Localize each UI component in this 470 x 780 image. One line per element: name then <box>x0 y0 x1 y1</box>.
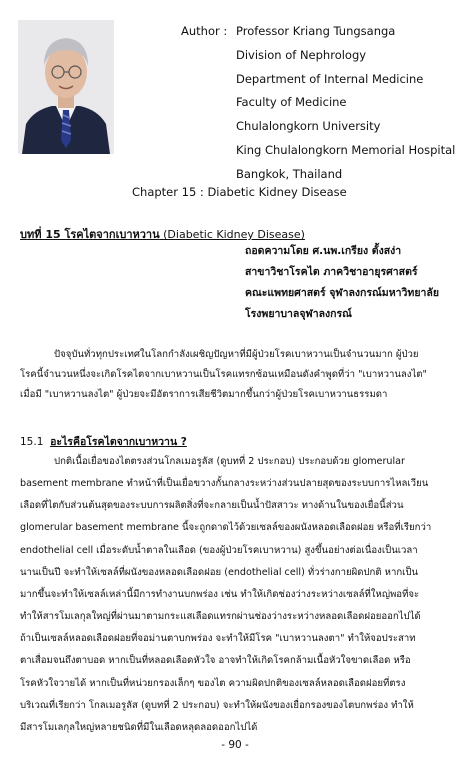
paragraph-line: glomerular basement membrane นี้จะถูกดาดไว้ด้วยเซลล์ของผนังหลอดเลือดฝอย หรือที่เรียกว่า <box>20 522 432 534</box>
paragraph-line: ปกติเนื้อเยื่อของไตตรงส่วนโกลเมอรูลัส (ดูบทที่ 2 ประกอบ) ประกอบด้วย glomerular <box>54 456 405 467</box>
intro-paragraph <box>20 345 448 405</box>
translator-line: คณะแพทยศาสตร์ จุฬาลงกรณ์มหาวิทยาลัย <box>245 287 439 299</box>
section-number: 15.1 <box>20 436 44 448</box>
paragraph-line: มากขึ้นจะทำให้เซลล์เหล่านี้มีการทำงานบกพร่อง เช่น ทำให้เกิดช่องว่างระหว่างเซลล์ที่ใหญ่พอที่จะ <box>20 588 420 600</box>
author-city: Bangkok, Thailand <box>236 166 343 181</box>
author-department: Department of Internal Medicine <box>236 71 424 86</box>
paragraph-line: ถ้าเป็นเซลล์หลอดเลือดฝอยที่จอม่านตาบกพร่อง จะทำให้มีโรค "เบาหวานลงตา" ทำให้จอประสาท <box>20 633 416 645</box>
author-university: Chulalongkorn University <box>236 119 381 134</box>
chapter-title: Chapter 15 : Diabetic Kidney Disease <box>132 185 347 199</box>
section-heading <box>20 433 187 450</box>
author-portrait-image <box>18 20 114 154</box>
paragraph-line: เลือดที่ไตกับส่วนต้นสุดของระบบการผลิตสิ่งที่จะกลายเป็นน้ำปัสสาวะ ทางด้านในของเยื่อนี้ส่วน <box>20 500 404 512</box>
page-number: - 90 - <box>221 739 249 751</box>
paragraph-line: เมื่อมี "เบาหวานลงไต" ผู้ป่วยจะมีอัตราการเสียชีวิตมากขึ้นกว่าผู้ป่วยโรคเบาหวานธรรมดา <box>20 389 388 400</box>
author-details <box>236 24 455 191</box>
translator-line: สาขาวิชาโรคไต ภาควิชาอายุรศาสตร์ <box>245 266 418 278</box>
paragraph-line: ตาเสื่อมจนถึงตาบอด หากเป็นที่หลอดเลือดหัวใจ อาจทำให้เกิดโรคกล้ามเนื้อหัวใจขาดเลือด หรือ <box>20 655 411 667</box>
translator-line: โรงพยาบาลจุฬาลงกรณ์ <box>245 308 352 320</box>
body-paragraph <box>20 451 450 739</box>
author-division: Division of Nephrology <box>236 47 367 62</box>
chapter-topic <box>20 225 305 243</box>
author-name: Professor Kriang Tungsanga <box>236 24 396 38</box>
chapter-topic-thai: บทที่ 15 โรคไตจากเบาหวาน <box>20 228 160 241</box>
paragraph-line: endothelial cell เมื่อระดับน้ำตาลในเลือด (ของผู้ป่วยโรคเบาหวาน) สูงขึ้นอย่างต่อเนื่องเป็นเวลา <box>20 544 418 556</box>
paragraph-line: มีสารโมเลกุลใหญ่หลายชนิดที่มีในเลือดหลุดลอดออกไปได้ <box>20 721 258 733</box>
paragraph-line: โรคนี้จำนวนหนึ่งจะเกิดโรคไตจากเบาหวานเป็นโรคแทรกซ้อนเหมือนดังคำพูดที่ว่า "เบาหวานลงไต" <box>20 369 427 380</box>
chapter-topic-english: (Diabetic Kidney Disease) <box>159 228 305 241</box>
section-title: อะไรคือโรคไตจากเบาหวาน ? <box>50 436 187 448</box>
paragraph-line: บริเวณที่เรียกว่า โกลเมอรูลัส (ดูบทที่ 2 ประกอบ) จะทำให้ผนังของเยื่อกรองของไตบกพร่อง ทำให้ <box>20 699 414 711</box>
author-label: Author : <box>181 24 228 38</box>
translator-line: ถอดความโดย ศ.นพ.เกรียง ตั้งสง่า <box>245 245 402 257</box>
paragraph-line: นานเป็นปี จะทำให้เซลล์ที่ผนังของหลอดเลือดฝอย (endothelial cell) ทั่วร่างกายผิดปกติ หากเป็น <box>20 566 419 578</box>
paragraph-line: ทำให้สารโมเลกุลใหญ่ที่ผ่านมาตามกระแสเลือดแทรกผ่านช่องว่างระหว่างหลอดเลือดฝอยออกไปได้ <box>20 611 421 623</box>
author-photo <box>18 20 114 154</box>
author-faculty: Faculty of Medicine <box>236 95 347 110</box>
translator-block <box>245 242 439 326</box>
paragraph-line: basement membrane ทำหน้าที่เป็นเยื่อขวางกั้นกลางระหว่างส่วนปลายสุดของระบบการไหลเวียน <box>20 478 429 490</box>
author-hospital: King Chulalongkorn Memorial Hospital <box>236 142 456 157</box>
paragraph-line: ปัจจุบันทั่วทุกประเทศในโลกกำลังเผชิญปัญหาที่มีผู้ป่วยโรคเบาหวานเป็นจำนวนมาก ผู้ป่วย <box>54 349 419 360</box>
paragraph-line: โรคหัวใจวายได้ หากเป็นที่หน่วยกรองเล็กๆ ของไต ความผิดปกติของเซลล์หลอดเลือดฝอยที่ตรง <box>20 677 406 689</box>
